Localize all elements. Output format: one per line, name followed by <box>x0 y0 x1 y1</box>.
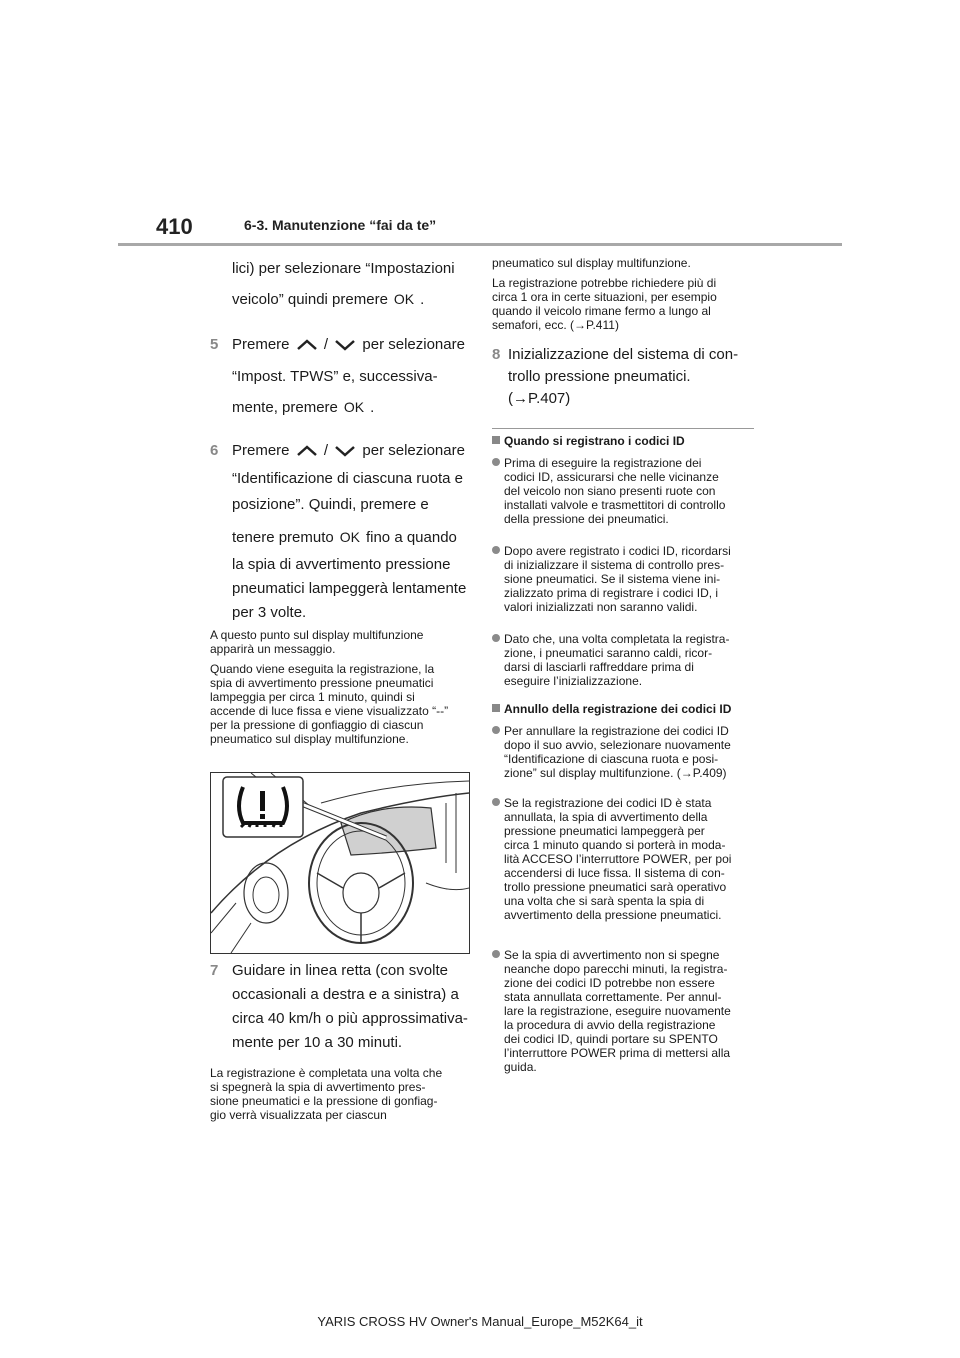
text-line: lici) per selezionare “Impostazioni <box>232 260 455 277</box>
section-divider <box>492 428 754 429</box>
text-line: neanche dopo parecchi minuti, la registra- <box>504 962 728 976</box>
ok-button-icon: OK <box>393 291 415 307</box>
bullet-icon <box>492 634 500 642</box>
text-line: zione dei codici ID potrebbe non essere <box>504 976 715 990</box>
step-7-line: occasionali a destra e a sinistra) a <box>232 986 459 1003</box>
step-5-line: “Impost. TPWS” e, successiva- <box>232 368 438 385</box>
step-6-line: la spia di avvertimento pressione <box>232 556 451 573</box>
text-line: Dopo avere registrato i codici ID, ricordarsi <box>504 544 731 558</box>
text-line: dopo il suo avvio, selezionare nuovamente <box>504 738 731 752</box>
text-line: lare la registrazione, eseguire nuovamente <box>504 1004 731 1018</box>
bullet-icon <box>492 726 500 734</box>
continued-text <box>232 254 455 284</box>
text-line: guida. <box>504 1060 537 1074</box>
text-line: apparirà un messaggio. <box>210 642 336 656</box>
text-line: quando il veicolo rimane fermo a lungo al <box>492 304 711 318</box>
subheading <box>492 702 731 716</box>
bullet-icon <box>492 458 500 466</box>
chevron-up-icon <box>296 445 318 457</box>
text-line: di inizializzare il sistema di controllo pres- <box>504 558 725 572</box>
step-6-line <box>232 522 457 553</box>
text-line: la procedura di avvio della registrazione <box>504 1018 716 1032</box>
text-line: . <box>370 399 375 416</box>
text-line: si spegnerà la spia di avvertimento pres- <box>210 1080 426 1094</box>
text-line: una volta che si sarà spenta la spia di <box>504 894 705 908</box>
subheading-text: Quando si registrano i codici ID <box>504 434 685 448</box>
text-line: La registrazione potrebbe richiedere più di <box>492 276 717 290</box>
text-line: pneumatico sul display multifunzione. <box>492 256 691 270</box>
step-6-line: pneumatici lampeggerà lentamente <box>232 580 467 597</box>
text-line: avvertimento della pressione pneumatici. <box>504 908 722 922</box>
text-line: per selezionare <box>362 442 465 459</box>
text-line: pneumatico sul display multifunzione. <box>210 732 409 746</box>
slash: / <box>323 442 329 459</box>
text-line: Premere <box>232 336 290 353</box>
text-line: Se la spia di avvertimento non si spegne <box>504 948 720 962</box>
text-line: veicolo” quindi premere <box>232 291 388 308</box>
text-line: zializzato prima di registrare i codici ID, i <box>504 586 719 600</box>
dashboard-illustration <box>210 772 470 954</box>
step-number: 5 <box>210 336 219 353</box>
text-line: zione” sul display multifunzione. (→P.409) <box>504 766 727 780</box>
page-footer: YARIS CROSS HV Owner's Manual_Europe_M52K64_it <box>317 1314 643 1329</box>
slash: / <box>323 336 329 353</box>
text-line: l’interruttore POWER prima di mettersi alla <box>504 1046 731 1060</box>
bullet-text <box>504 724 731 780</box>
text-line: Se la registrazione dei codici ID è stata <box>504 796 712 810</box>
chevron-up-icon <box>296 339 318 351</box>
text-line: mente, premere <box>232 399 338 416</box>
page-header <box>118 0 842 248</box>
text-line: circa 1 minuto quando si porterà in moda- <box>504 838 726 852</box>
note-paragraph <box>210 662 448 746</box>
text-line: A questo punto sul display multifunzione <box>210 628 424 642</box>
text-line: Prima di eseguire la registrazione dei <box>504 456 702 470</box>
bullet-text <box>504 632 729 688</box>
bullet-icon <box>492 950 500 958</box>
text-line: Per annullare la registrazione dei codici ID <box>504 724 729 738</box>
note-paragraph <box>210 628 423 656</box>
step-number: 6 <box>210 442 219 459</box>
text-line: spia di avvertimento pressione pneumatici <box>210 676 434 690</box>
bullet-text <box>504 796 731 922</box>
header-rule <box>118 243 842 246</box>
step-6-line: posizione”. Quindi, premere e <box>232 496 429 513</box>
step-7-line: mente per 10 a 30 minuti. <box>232 1034 403 1051</box>
square-bullet-icon <box>492 704 500 712</box>
square-bullet-icon <box>492 436 500 444</box>
subheading <box>492 434 685 448</box>
step-7-line: circa 40 km/h o più approssimativa- <box>232 1010 468 1027</box>
step-8-line: (→P.407) <box>508 390 571 407</box>
step-text: Guidare in linea retta (con svolte <box>232 962 448 979</box>
text-line: sione pneumatici. Se il sistema viene ini- <box>504 572 721 586</box>
step-6-line: “Identificazione di ciascuna ruota e <box>232 470 463 487</box>
subheading-text: Annullo della registrazione dei codici ID <box>504 702 732 716</box>
text-line: trollo pressione pneumatici sarà operativo <box>504 880 727 894</box>
text-line: La registrazione è completata una volta che <box>210 1066 443 1080</box>
bullet-icon <box>492 798 500 806</box>
text-line: eseguire l’inizializzazione. <box>504 674 643 688</box>
step-number: 7 <box>210 962 219 979</box>
text-line: fino a quando <box>365 529 457 546</box>
text-line: valori inizializzati non saranno validi. <box>504 600 698 614</box>
note-paragraph <box>210 1066 442 1122</box>
step-text: Inizializzazione del sistema di con- <box>508 346 739 363</box>
step-5-line <box>232 392 374 423</box>
text-line: stata annullata correttamente. Per annul- <box>504 990 722 1004</box>
text-line: lità ACCESO l’interruttore POWER, per poi <box>504 852 732 866</box>
chevron-down-icon <box>334 445 356 457</box>
text-line: . <box>420 291 425 308</box>
text-line: sione pneumatici e la pressione di gonfiag- <box>210 1094 438 1108</box>
step-8-line: trollo pressione pneumatici. <box>508 368 691 385</box>
bullet-text <box>504 544 731 614</box>
text-line: della pressione dei pneumatici. <box>504 512 669 526</box>
text-line: del veicolo non siano presenti ruote con <box>504 484 716 498</box>
text-line: zione, i pneumatici saranno caldi, ricor- <box>504 646 713 660</box>
step-text <box>232 330 465 360</box>
text-line: tenere premuto <box>232 529 334 546</box>
continued-text <box>232 284 424 315</box>
text-line: Premere <box>232 442 290 459</box>
bullet-text <box>504 456 725 526</box>
text-line: accende di luce fissa e viene visualizzato “--” <box>210 704 449 718</box>
chevron-down-icon <box>334 339 356 351</box>
ok-button-icon: OK <box>339 529 360 545</box>
text-line: installati valvole e trasmettitori di controllo <box>504 498 726 512</box>
text-line: per la pressione di gonfiaggio di ciascun <box>210 718 424 732</box>
text-line: darsi di lasciarli raffreddare prima di <box>504 660 694 674</box>
step-number: 8 <box>492 346 501 363</box>
dashboard-drawing <box>211 773 469 953</box>
text-line: semafori, ecc. (→P.411) <box>492 318 619 332</box>
text-line: dei codici ID, quindi portare su SPENTO <box>504 1032 718 1046</box>
step-6-line: per 3 volte. <box>232 604 307 621</box>
text-line: gio verrà visualizzata per ciascun <box>210 1108 387 1122</box>
continued-note <box>492 256 717 332</box>
text-line: Dato che, una volta completata la registra- <box>504 632 730 646</box>
ok-button-icon: OK <box>343 399 365 415</box>
bullet-text <box>504 948 731 1074</box>
text-line: annullata, la spia di avvertimento della <box>504 810 708 824</box>
text-line: lampeggia per circa 1 minuto, quindi si <box>210 690 415 704</box>
text-line: circa 1 ora in certe situazioni, per esempio <box>492 290 717 304</box>
text-line: “Identificazione di ciascuna ruota e posi- <box>504 752 719 766</box>
bullet-icon <box>492 546 500 554</box>
text-line: accendersi di luce fissa. Il sistema di con- <box>504 866 725 880</box>
text-line: Quando viene eseguita la registrazione, la <box>210 662 435 676</box>
page-number: 410 <box>156 214 193 239</box>
text-line: pressione pneumatici lampeggerà per <box>504 824 705 838</box>
text-line: per selezionare <box>362 336 465 353</box>
text-line: codici ID, assicurarsi che nelle vicinanze <box>504 470 719 484</box>
section-title: 6-3. Manutenzione “fai da te” <box>244 217 437 233</box>
step-text <box>232 436 465 466</box>
